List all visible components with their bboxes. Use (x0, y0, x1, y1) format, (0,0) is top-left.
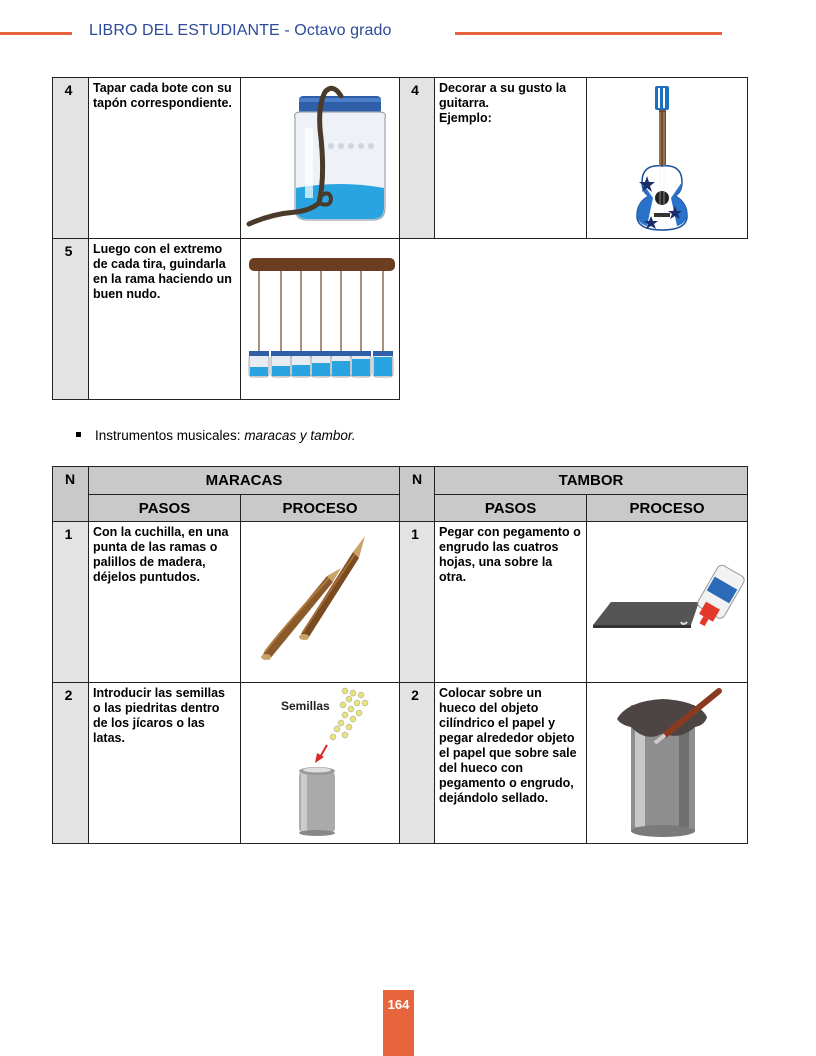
step-text: Con la cuchilla, en una punta de las ramas o palillos de madera, déjelos puntudos. (89, 522, 241, 683)
header-rule-right (455, 32, 722, 35)
instruments-bullet: Instrumentos musicales: maracas y tambor. (76, 428, 356, 443)
step-number: 2 (400, 683, 435, 844)
number-column-header: N (400, 467, 435, 522)
step-number: 4 (53, 78, 89, 239)
step-text: Decorar a su gusto la guitarra. Ejemplo: (435, 78, 587, 239)
steps-table-instruments (52, 466, 748, 844)
step-number: 5 (53, 239, 89, 400)
step-number: 4 (400, 78, 435, 239)
pasos-header: PASOS (89, 495, 241, 522)
glue-paper-illustration (587, 522, 748, 683)
page-number: 164 (387, 997, 410, 1012)
sharpened-sticks-illustration (241, 522, 400, 683)
maracas-header: MARACAS (89, 467, 400, 495)
step-number: 2 (53, 683, 89, 844)
hanging-jars-illustration (241, 239, 400, 400)
guitar-illustration (587, 78, 748, 239)
steps-table-top (52, 77, 748, 400)
number-column-header: N (53, 467, 89, 522)
page-header-title: LIBRO DEL ESTUDIANTE - Octavo grado (89, 22, 392, 39)
proceso-header: PROCESO (587, 495, 748, 522)
tambor-header: TAMBOR (435, 467, 748, 495)
pasos-header: PASOS (435, 495, 587, 522)
proceso-header: PROCESO (241, 495, 400, 522)
step-text: Tapar cada bote con su tapón correspondiente. (89, 78, 241, 239)
seeds-label: Semillas (281, 699, 330, 713)
header-rule-left (0, 32, 72, 35)
step-text: Introducir las semillas o las piedritas dentro de los jícaros o las latas. (89, 683, 241, 844)
step-number: 1 (400, 522, 435, 683)
drum-illustration (587, 683, 748, 844)
step-text: Pegar con pegamento o engrudo las cuatros hojas, una sobre la otra. (435, 522, 587, 683)
step-text: Colocar sobre un hueco del objeto cilíndrico el papel y pegar alrededor objeto el papel que sobre sale del hueco con pegamento o engrudo, dejándolo sellado. (435, 683, 587, 844)
step-text: Luego con el extremo de cada tira, guindarla en la rama haciendo un buen nudo. (89, 239, 241, 400)
seeds-can-illustration (241, 683, 400, 844)
jar-illustration (241, 78, 400, 239)
step-number: 1 (53, 522, 89, 683)
bullet-square-icon (76, 432, 81, 437)
